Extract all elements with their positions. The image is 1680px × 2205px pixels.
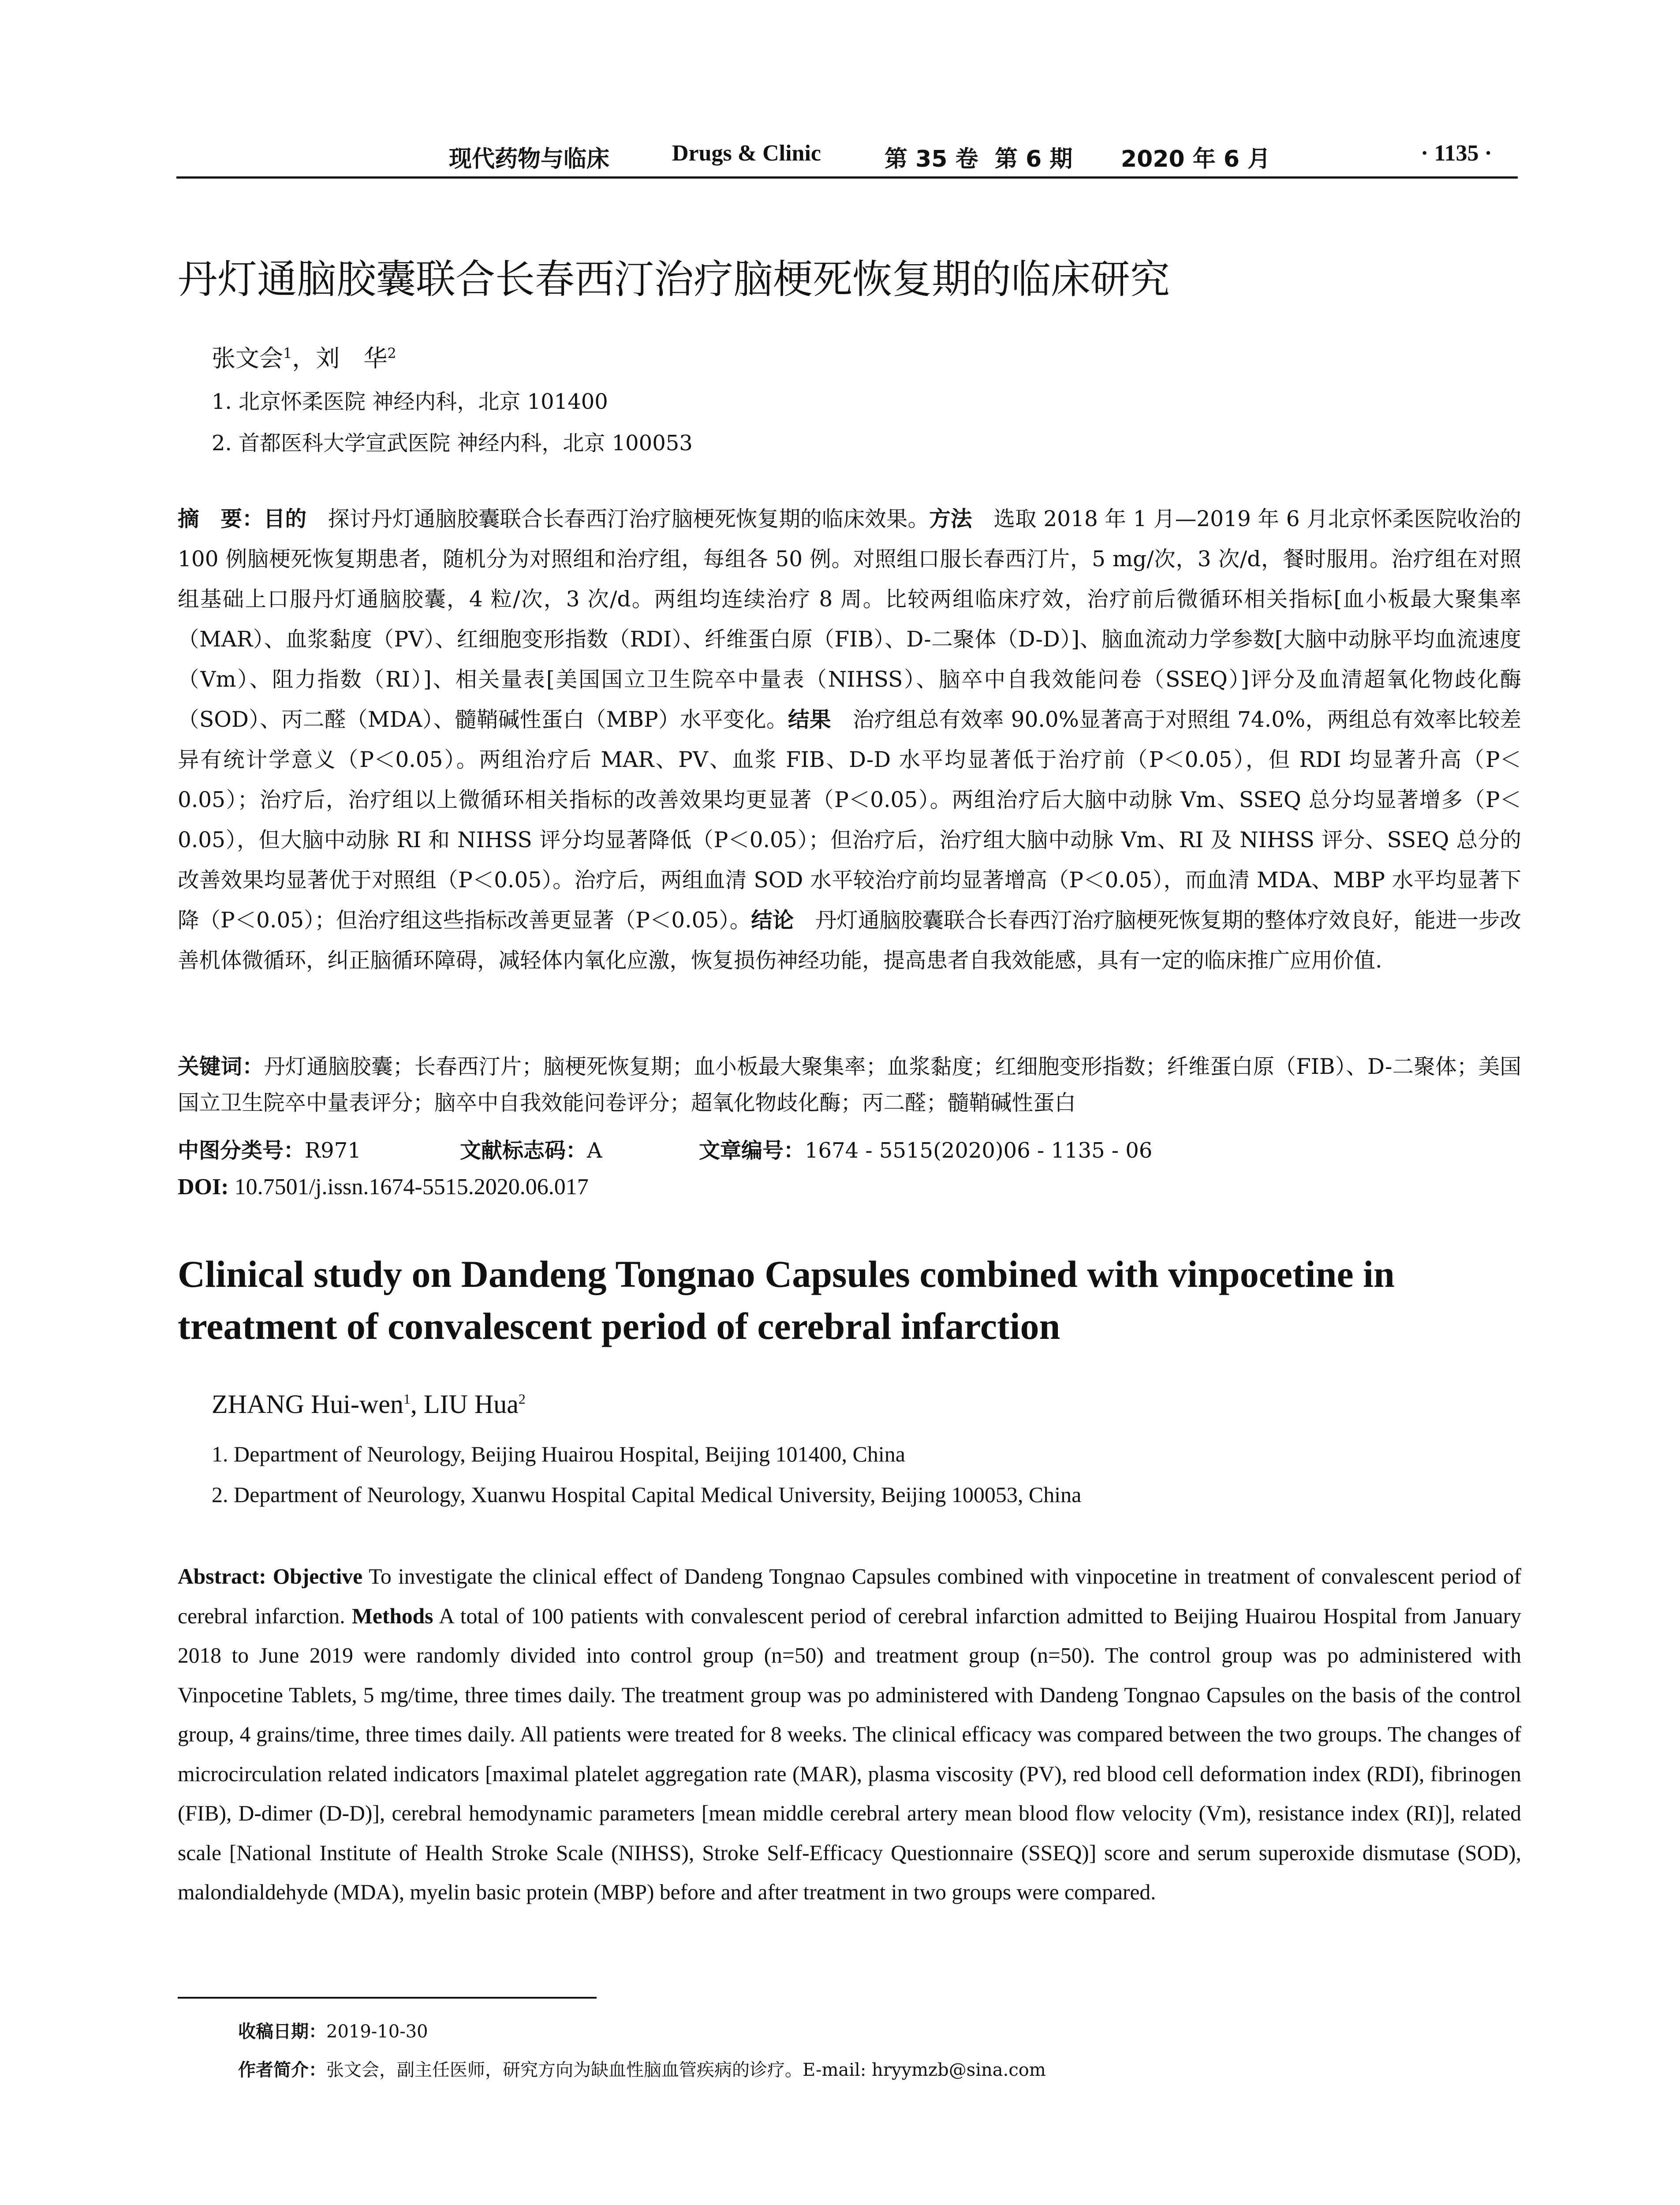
doi-row (178, 1174, 589, 1200)
affiliation-1-cn: 1. 北京怀柔医院 神经内科，北京 101400 (212, 389, 608, 414)
author-2-en: LIU Hua (423, 1390, 519, 1419)
journal-name-en: Drugs & Clinic (672, 141, 821, 166)
author-sep: ， (292, 344, 316, 372)
articleno-value: 1674 - 5515(2020)06 - 1135 - 06 (805, 1138, 1153, 1163)
methods-text-en: A total of 100 patients with convalescent period of cerebral infarction admitted to Beijing Huairou Hospital from January 2018 to June 2019 were randomly divided into control group (n=50) and treatment group (n=50). The control group was po administered with Vinpocetine Tablets, 5 mg/time, three times daily. The treatment group was po administered with Dandeng Tongnao Capsules on the basis of the control group, 4 grains/time, three times daily. All patients were treated for 8 weeks. The clinical efficacy was compared between the two groups. The changes of microcirculation related indicators [maximal platelet aggregation rate (MAR), plasma viscosity (PV), red blood cell deformation index (RDI), fibrinogen (FIB), D-dimer (D-D)], cerebral hemodynamic parameters [mean middle cerebral artery mean blood flow velocity (Vm), resistance index (RI)], related scale [National Institute of Health Stroke Scale (NIHSS), Stroke Self-Efficacy Questionnaire (SSEQ)] score and serum superoxide dismutase (SOD), malondialdehyde (MDA), myelin basic protein (MBP) before and after treatment in two groups were compared. (178, 1603, 1521, 1904)
author-1-sup-en: 1 (403, 1391, 411, 1407)
doi-label: DOI: (178, 1174, 229, 1200)
articleno-label: 文章编号： (699, 1138, 805, 1163)
abstract-cn (178, 499, 1521, 981)
received-label: 收稿日期： (238, 2022, 326, 2042)
results-label-cn: 结果 (788, 707, 831, 732)
author-1-sup: 1 (283, 345, 292, 362)
authors-en (212, 1389, 526, 1420)
bio-text: 张文会，副主任医师，研究方向为缺血性脑血管疾病的诊疗。E-mail: hryymzb@sina.com (326, 2060, 1046, 2080)
author-2-sup: 2 (387, 345, 396, 362)
author-2-cn: 刘 华 (316, 344, 388, 372)
keywords-label: 关键词： (178, 1054, 264, 1079)
keywords-cn (178, 1049, 1521, 1121)
journal-name-cn: 现代药物与临床 (449, 146, 610, 172)
doi-link[interactable]: 10.7501/j.issn.1674-5515.2020.06.017 (228, 1174, 589, 1200)
methods-label-cn: 方法 (929, 507, 972, 531)
abstract-en (178, 1557, 1521, 1912)
page-number: · 1135 · (1421, 141, 1492, 166)
clc-value: R971 (305, 1138, 361, 1163)
author-1-en: ZHANG Hui-wen (212, 1390, 403, 1419)
title-en: Clinical study on Dandeng Tongnao Capsules combined with vinpocetine in treatment of convalescent period of cerebral infarction (178, 1253, 1395, 1347)
affiliation-2-en: 2. Department of Neurology, Xuanwu Hospital Capital Medical University, Beijing 100053, China (212, 1482, 1082, 1507)
methods-label-en: Methods (352, 1603, 433, 1628)
running-header (176, 140, 1518, 180)
footnote-rule (178, 1997, 597, 1999)
affiliation-1-en: 1. Department of Neurology, Beijing Huairou Hospital, Beijing 101400, China (212, 1442, 905, 1466)
clc-label: 中图分类号： (178, 1138, 305, 1163)
author-sep-en: , (410, 1390, 424, 1419)
abstract-label-en: Abstract: Objective (178, 1564, 363, 1588)
objective-label-cn: 目的 (263, 507, 307, 531)
abstract-label-cn: 摘 要： (178, 507, 264, 531)
objective-text-cn: 探讨丹灯通脑胶囊联合长春西汀治疗脑梗死恢复期的临床效果。 (306, 507, 930, 531)
document-code (460, 1133, 602, 1164)
author-1-cn: 张文会 (212, 344, 283, 372)
volume: 第 35 卷 (885, 146, 978, 172)
issue-date: 2020 年 6 月 (1121, 146, 1271, 172)
article-number (699, 1133, 1152, 1164)
keywords-text: 丹灯通脑胶囊；长春西汀片；脑梗死恢复期；血小板最大聚集率；血浆黏度；红细胞变形指数；纤维蛋白原（FIB）、D-二聚体；美国国立卫生院卒中量表评分；脑卒中自我效能问卷评分；超氧化物歧化酶；丙二醛；髓鞘碱性蛋白 (178, 1054, 1521, 1115)
results-text-cn: 治疗组总有效率 90.0%显著高于对照组 74.0%，两组总有效率比较差异有统计学意义（P＜0.05）。两组治疗后 MAR、PV、血浆 FIB、D-D 水平均显著低于治疗前（P＜0.05），但 RDI 均显著升高（P＜0.05）；治疗后，治疗组以上微循环相关指标的改善效果均更显著（P＜0.05）。两组治疗后大脑中动脉 Vm、SSEQ 总分均显著增多（P＜0.05），但大脑中动脉 RI 和 NIHSS 评分均显著降低（P＜0.05）；但治疗后，治疗组大脑中动脉 Vm、RI 及 NIHSS 评分、SSEQ 总分的改善效果均显著优于对照组（P＜0.05）。治疗后，两组血清 SOD 水平较治疗前均显著增高（P＜0.05），而血清 MDA、MBP 水平均显著下降（P＜0.05）；但治疗组这些指标改善更显著（P＜0.05）。 (178, 707, 1521, 933)
author-2-sup-en: 2 (518, 1391, 526, 1407)
conclusion-text-cn: 丹灯通脑胶囊联合长春西汀治疗脑梗死恢复期的整体疗效良好，能进一步改善机体微循环，纠正脑循环障碍，减轻体内氧化应激，恢复损伤神经功能，提高患者自我效能感，具有一定的临床推广应用价值. (178, 908, 1521, 973)
received-value: 2019-10-30 (326, 2022, 428, 2042)
conclusion-label-cn: 结论 (751, 908, 794, 933)
methods-text-cn: 选取 2018 年 1 月—2019 年 6 月北京怀柔医院收治的 100 例脑梗死恢复期患者，随机分为对照组和治疗组，每组各 50 例。对照组口服长春西汀片，5 mg/次，3 次/d，餐时服用。治疗组在对照组基础上口服丹灯通脑胶囊，4 粒/次，3 次/d。两组均连续治疗 8 周。比较两组临床疗效，治疗前后微循环相关指标[血小板最大聚集率（MAR）、血浆黏度（PV）、红细胞变形指数（RDI）、纤维蛋白原（FIB）、D-二聚体（D-D）]、脑血流动力学参数[大脑中动脉平均血流速度（Vm）、阻力指数（RI）]、相关量表[美国国立卫生院卒中量表（NIHSS）、脑卒中自我效能问卷（SSEQ）]评分及血清超氧化物歧化酶（SOD）、丙二醛（MDA）、髓鞘碱性蛋白（MBP）水平变化。 (178, 507, 1521, 732)
title-cn: 丹灯通脑胶囊联合长春西汀治疗脑梗死恢复期的临床研究 (178, 256, 1170, 303)
classification-row (178, 1133, 361, 1164)
authors-cn (212, 340, 396, 374)
author-bio (238, 2056, 1046, 2081)
doccode-label: 文献标志码： (460, 1138, 587, 1163)
header-rule (176, 176, 1518, 179)
doccode-value: A (587, 1138, 602, 1163)
issue: 第 6 期 (995, 146, 1073, 172)
objective-text-en: To investigate the clinical effect of Dandeng Tongnao Capsules combined with vinpocetine in treatment of convalescent period of cerebral infarction. (178, 1564, 1521, 1628)
received-date (238, 2018, 428, 2043)
bio-label: 作者简介： (238, 2060, 326, 2080)
affiliation-2-cn: 2. 首都医科大学宣武医院 神经内科，北京 100053 (212, 431, 693, 456)
